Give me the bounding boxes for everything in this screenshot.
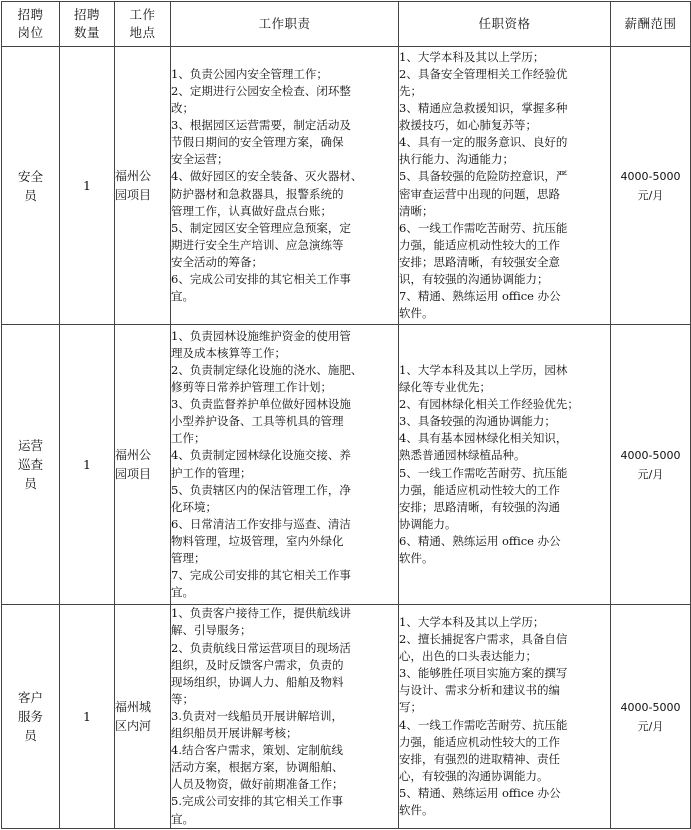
count-cell: 1 xyxy=(60,47,115,325)
table-header-row xyxy=(2,2,691,47)
requirements-cell: 1、大学本科及其以上学历； 2、具备安全管理相关工作经验优 先； 3、精通应急救援知识，掌握多种 救援技巧，如心肺复苏等； 4、具有一定的服务意识、良好的 执行能力、沟通能力； 5、具备较强的危险防控意识，严 密审查运营中出现的问题，思路 清晰； 6、一线工作需吃苦耐劳、抗压能 力强，能适应机动性较大的工作 安排；思路清晰，有较强安全意 识，有较强的沟通协调能力； 7、精通、熟练运用 office 办公 软件。 xyxy=(399,47,611,325)
table-row xyxy=(2,325,691,605)
header-pay: 薪酬范围 xyxy=(611,2,691,47)
header-requirements: 任职资格 xyxy=(399,2,611,47)
table-row xyxy=(2,605,691,829)
header-duty: 工作职责 xyxy=(171,2,399,47)
place-cell: 福州公 园项目 xyxy=(115,325,171,605)
duty-cell: 1、负责客户接待工作，提供航线讲 解、引导服务； 2、负责航线日常运营项目的现场活 组织，及时反馈客户需求，负责的 现场组织，协调人力、船舶及物料 等； 3.负责对一线船员开展讲解培训， 组织船员开展讲解考核； 4.结合客户需求，策划、定制航线 活动方案，根据方案，协调船舶、 人员及物资，做好前期准备工作； 5.完成公司安排的其它相关工作事 宜。 xyxy=(171,605,399,829)
duty-cell: 1、负责公园内安全管理工作； 2、定期进行公园安全检查、闭环整 改； 3、根据园区运营需要，制定活动及 节假日期间的安全管理方案，确保 安全运营； 4、做好园区的安全装备、灭火器材、 防护器材和急救器具，报警系统的 管理工作，认真做好盘点台账； 5、制定园区安全管理应急预案，定 期进行安全生产培训、应急演练等 安全活动的筹备； 6、完成公司安排的其它相关工作事 宜。 xyxy=(171,47,399,325)
post-cell: 客户 服务 员 xyxy=(2,605,60,829)
table-row xyxy=(2,47,691,325)
pay-cell: 4000-5000 元/月 xyxy=(611,325,691,605)
pay-cell: 4000-5000 元/月 xyxy=(611,605,691,829)
recruitment-table xyxy=(1,1,691,829)
duty-cell: 1、负责园林设施维护资金的使用管 理及成本核算等工作； 2、负责制定绿化设施的浇水、施肥、 修剪等日常养护管理工作计划； 3、负责监督养护单位做好园林设施 小型养护设备、工具等机具的管理 工作； 4、负责制定园林绿化设施交接、养 护工作的管理； 5、负责辖区内的保洁管理工作，净 化环境； 6、日常清洁工作安排与巡查、清洁 物料管理，垃圾管理，室内外绿化 管理； 7、完成公司安排的其它相关工作事 宜。 xyxy=(171,325,399,605)
pay-cell: 4000-5000 元/月 xyxy=(611,47,691,325)
count-cell: 1 xyxy=(60,325,115,605)
place-cell: 福州城 区内河 xyxy=(115,605,171,829)
post-cell: 运营 巡查 员 xyxy=(2,325,60,605)
requirements-cell: 1、大学本科及其以上学历； 2、擅长捕捉客户需求，具备自信 心，出色的口头表达能力； 3、能够胜任项目实施方案的撰写 与设计、需求分析和建议书的编 写； 4、一线工作需吃苦耐劳、抗压能 力强，能适应机动性较大的工作 安排，有强烈的进取精神、责任 心，有较强的沟通协调能力。 5、精通、熟练运用 office 办公 软件。 xyxy=(399,605,611,829)
header-post: 招聘 岗位 xyxy=(2,2,60,47)
place-cell: 福州公 园项目 xyxy=(115,47,171,325)
requirements-cell: 1、大学本科及其以上学历，园林 绿化等专业优先； 2、有园林绿化相关工作经验优先； 3、具备较强的沟通协调能力； 4、具有基本园林绿化相关知识， 熟悉普通园林绿植品种。 5、一线工作需吃苦耐劳、抗压能 力强，能适应机动性较大的工作 安排；思路清晰，有较强的沟通 协调能力。 6、精通、熟练运用 office 办公 软件。 xyxy=(399,325,611,605)
header-place: 工作 地点 xyxy=(115,2,171,47)
post-cell: 安全 员 xyxy=(2,47,60,325)
count-cell: 1 xyxy=(60,605,115,829)
header-count: 招聘 数量 xyxy=(60,2,115,47)
